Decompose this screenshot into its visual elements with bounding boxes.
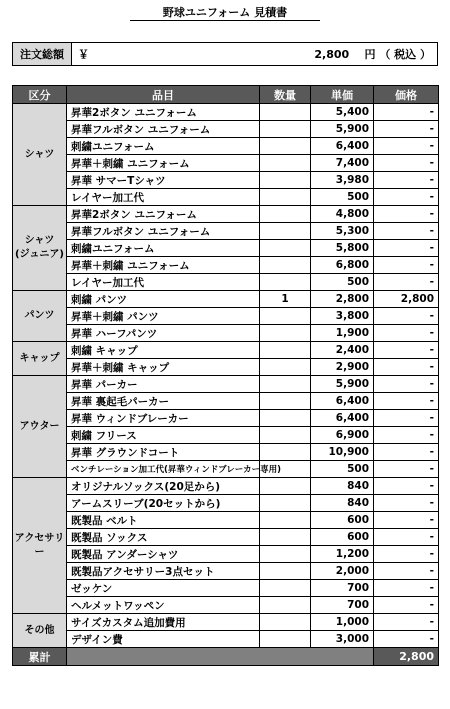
qty-cell[interactable] xyxy=(260,138,311,155)
qty-cell[interactable] xyxy=(260,597,311,614)
qty-cell[interactable] xyxy=(260,308,311,325)
table-header-row xyxy=(13,86,439,104)
unit-price-cell: 3,800 xyxy=(311,308,374,325)
unit-price-cell: 2,400 xyxy=(311,342,374,359)
total-row xyxy=(13,648,439,666)
qty-cell[interactable] xyxy=(260,546,311,563)
price-cell: - xyxy=(374,104,439,121)
item-name-cell: 昇華＋刺繍 キャップ xyxy=(67,359,260,376)
table-body xyxy=(13,104,439,648)
table-row xyxy=(13,274,439,291)
unit-price-cell: 1,200 xyxy=(311,546,374,563)
header-qty: 数量 xyxy=(260,86,311,104)
unit-price-cell: 600 xyxy=(311,512,374,529)
header-item: 品目 xyxy=(67,86,260,104)
price-cell: - xyxy=(374,580,439,597)
price-cell: - xyxy=(374,393,439,410)
price-cell: - xyxy=(374,410,439,427)
table-row xyxy=(13,631,439,648)
price-cell: - xyxy=(374,597,439,614)
table-row xyxy=(13,223,439,240)
qty-cell[interactable]: 1 xyxy=(260,291,311,308)
qty-cell[interactable] xyxy=(260,512,311,529)
order-total-amount: 2,800 xyxy=(314,48,350,61)
order-total-unit: 円 （ 税込 ） xyxy=(364,48,431,61)
table-row xyxy=(13,597,439,614)
qty-cell[interactable] xyxy=(260,529,311,546)
price-cell: - xyxy=(374,495,439,512)
table-row xyxy=(13,359,439,376)
item-name-cell: 刺繍ユニフォーム xyxy=(67,138,260,155)
unit-price-cell: 7,400 xyxy=(311,155,374,172)
qty-cell[interactable] xyxy=(260,240,311,257)
price-cell: - xyxy=(374,563,439,580)
category-cell: シャツ (ジュニア) xyxy=(13,206,67,291)
unit-price-cell: 5,900 xyxy=(311,121,374,138)
qty-cell[interactable] xyxy=(260,155,311,172)
total-row-spacer xyxy=(67,648,374,666)
total-row-label: 累計 xyxy=(13,648,67,666)
table-row xyxy=(13,172,439,189)
qty-cell[interactable] xyxy=(260,359,311,376)
unit-price-cell: 700 xyxy=(311,597,374,614)
qty-cell[interactable] xyxy=(260,427,311,444)
item-name-cell: 刺繍ユニフォーム xyxy=(67,240,260,257)
qty-cell[interactable] xyxy=(260,189,311,206)
qty-cell[interactable] xyxy=(260,172,311,189)
qty-cell[interactable] xyxy=(260,257,311,274)
price-cell: - xyxy=(374,257,439,274)
item-name-cell: 昇華＋刺繍 パンツ xyxy=(67,308,260,325)
item-name-cell: 既製品 ソックス xyxy=(67,529,260,546)
item-name-cell: 昇華＋刺繍 ユニフォーム xyxy=(67,257,260,274)
table-row xyxy=(13,546,439,563)
qty-cell[interactable] xyxy=(260,376,311,393)
order-total-label: 注文総額 xyxy=(13,43,72,66)
header-price: 価格 xyxy=(374,86,439,104)
unit-price-cell: 840 xyxy=(311,495,374,512)
price-cell: - xyxy=(374,461,439,478)
price-cell: - xyxy=(374,206,439,223)
table-row xyxy=(13,410,439,427)
price-cell: - xyxy=(374,223,439,240)
price-cell: - xyxy=(374,529,439,546)
table-row xyxy=(13,189,439,206)
table-row xyxy=(13,240,439,257)
table-row xyxy=(13,257,439,274)
unit-price-cell: 700 xyxy=(311,580,374,597)
table-row xyxy=(13,461,439,478)
qty-cell[interactable] xyxy=(260,223,311,240)
item-name-cell: 既製品 アンダーシャツ xyxy=(67,546,260,563)
qty-cell[interactable] xyxy=(260,478,311,495)
table-row xyxy=(13,291,439,308)
table-row xyxy=(13,342,439,359)
unit-price-cell: 6,400 xyxy=(311,138,374,155)
price-cell: 2,800 xyxy=(374,291,439,308)
qty-cell[interactable] xyxy=(260,393,311,410)
table-row xyxy=(13,308,439,325)
unit-price-cell: 3,980 xyxy=(311,172,374,189)
header-category: 区分 xyxy=(13,86,67,104)
table-row xyxy=(13,104,439,121)
item-name-cell: デザイン費 xyxy=(67,631,260,648)
qty-cell[interactable] xyxy=(260,495,311,512)
price-cell: - xyxy=(374,359,439,376)
table-row xyxy=(13,495,439,512)
item-name-cell: 昇華 グラウンドコート xyxy=(67,444,260,461)
price-cell: - xyxy=(374,427,439,444)
qty-cell[interactable] xyxy=(260,444,311,461)
category-cell: アウター xyxy=(13,376,67,478)
item-name-cell: レイヤー加工代 xyxy=(67,189,260,206)
item-name-cell: レイヤー加工代 xyxy=(67,274,260,291)
table-row xyxy=(13,580,439,597)
item-name-cell: 刺繍 キャップ xyxy=(67,342,260,359)
price-cell: - xyxy=(374,478,439,495)
table-row xyxy=(13,155,439,172)
unit-price-cell: 1,900 xyxy=(311,325,374,342)
item-name-cell: 既製品 ベルト xyxy=(67,512,260,529)
item-name-cell: 刺繍 パンツ xyxy=(67,291,260,308)
unit-price-cell: 2,900 xyxy=(311,359,374,376)
unit-price-cell: 6,400 xyxy=(311,393,374,410)
item-name-cell: 昇華 サマーTシャツ xyxy=(67,172,260,189)
unit-price-cell: 2,000 xyxy=(311,563,374,580)
item-name-cell: 昇華 パーカー xyxy=(67,376,260,393)
category-cell: キャップ xyxy=(13,342,67,376)
unit-price-cell: 4,800 xyxy=(311,206,374,223)
table-row xyxy=(13,563,439,580)
unit-price-cell: 5,400 xyxy=(311,104,374,121)
category-cell: シャツ xyxy=(13,104,67,206)
qty-cell[interactable] xyxy=(260,206,311,223)
price-cell: - xyxy=(374,342,439,359)
unit-price-cell: 5,300 xyxy=(311,223,374,240)
category-cell: パンツ xyxy=(13,291,67,342)
item-name-cell: アームスリーブ(20セットから) xyxy=(67,495,260,512)
item-name-cell: ヘルメットワッペン xyxy=(67,597,260,614)
unit-price-cell: 3,000 xyxy=(311,631,374,648)
unit-price-cell: 6,900 xyxy=(311,427,374,444)
table-row xyxy=(13,393,439,410)
unit-price-cell: 5,900 xyxy=(311,376,374,393)
table-row xyxy=(13,325,439,342)
price-cell: - xyxy=(374,512,439,529)
table-row xyxy=(13,138,439,155)
item-name-cell: ベンチレーション加工代(昇華ウィンドブレーカー専用) xyxy=(67,461,260,478)
item-name-cell: 昇華 ハーフパンツ xyxy=(67,325,260,342)
item-name-cell: 昇華 ウィンドブレーカー xyxy=(67,410,260,427)
page-title: 野球ユニフォーム 見積書 xyxy=(162,6,288,19)
price-cell: - xyxy=(374,274,439,291)
unit-price-cell: 10,900 xyxy=(311,444,374,461)
qty-cell[interactable] xyxy=(260,121,311,138)
qty-cell[interactable] xyxy=(260,342,311,359)
unit-price-cell: 5,800 xyxy=(311,240,374,257)
item-name-cell: 昇華フルボタン ユニフォーム xyxy=(67,223,260,240)
qty-cell[interactable] xyxy=(260,580,311,597)
header-unit-price: 単価 xyxy=(311,86,374,104)
unit-price-cell: 500 xyxy=(311,274,374,291)
price-cell: - xyxy=(374,189,439,206)
total-row-sum: 2,800 xyxy=(374,648,439,666)
unit-price-cell: 6,800 xyxy=(311,257,374,274)
unit-price-cell: 6,400 xyxy=(311,410,374,427)
item-name-cell: 昇華 裏起毛パーカー xyxy=(67,393,260,410)
title-underline xyxy=(130,20,320,21)
unit-price-cell: 840 xyxy=(311,478,374,495)
item-name-cell: 昇華＋刺繍 ユニフォーム xyxy=(67,155,260,172)
price-cell: - xyxy=(374,631,439,648)
unit-price-cell: 1,000 xyxy=(311,614,374,631)
item-name-cell: オリジナルソックス(20足から) xyxy=(67,478,260,495)
item-name-cell: 昇華2ボタン ユニフォーム xyxy=(67,104,260,121)
price-cell: - xyxy=(374,155,439,172)
unit-price-cell: 500 xyxy=(311,189,374,206)
price-cell: - xyxy=(374,121,439,138)
table-row xyxy=(13,512,439,529)
table-row xyxy=(13,121,439,138)
table-row xyxy=(13,427,439,444)
item-name-cell: 昇華2ボタン ユニフォーム xyxy=(67,206,260,223)
unit-price-cell: 600 xyxy=(311,529,374,546)
order-total-value xyxy=(72,43,438,66)
qty-cell[interactable] xyxy=(260,410,311,427)
order-total-table xyxy=(12,42,438,66)
table-row xyxy=(13,529,439,546)
table-row xyxy=(13,478,439,495)
price-cell: - xyxy=(374,172,439,189)
table-row xyxy=(13,376,439,393)
qty-cell[interactable] xyxy=(260,563,311,580)
price-cell: - xyxy=(374,240,439,257)
item-name-cell: ゼッケン xyxy=(67,580,260,597)
qty-cell[interactable] xyxy=(260,631,311,648)
table-row xyxy=(13,206,439,223)
item-name-cell: 既製品アクセサリー3点セット xyxy=(67,563,260,580)
price-cell: - xyxy=(374,138,439,155)
qty-cell[interactable] xyxy=(260,104,311,121)
estimate-table xyxy=(12,85,439,666)
order-total-amount-group xyxy=(314,46,431,62)
price-cell: - xyxy=(374,325,439,342)
item-name-cell: サイズカスタム追加費用 xyxy=(67,614,260,631)
unit-price-cell: 2,800 xyxy=(311,291,374,308)
currency-symbol: ￥ xyxy=(78,48,89,61)
qty-cell[interactable] xyxy=(260,614,311,631)
item-name-cell: 刺繍 フリース xyxy=(67,427,260,444)
price-cell: - xyxy=(374,614,439,631)
category-cell: その他 xyxy=(13,614,67,648)
price-cell: - xyxy=(374,546,439,563)
unit-price-cell: 500 xyxy=(311,461,374,478)
qty-cell[interactable] xyxy=(260,325,311,342)
price-cell: - xyxy=(374,376,439,393)
item-name-cell: 昇華フルボタン ユニフォーム xyxy=(67,121,260,138)
table-row xyxy=(13,614,439,631)
table-row xyxy=(13,444,439,461)
price-cell: - xyxy=(374,444,439,461)
qty-cell[interactable] xyxy=(260,274,311,291)
category-cell: アクセサリー xyxy=(13,478,67,614)
price-cell: - xyxy=(374,308,439,325)
